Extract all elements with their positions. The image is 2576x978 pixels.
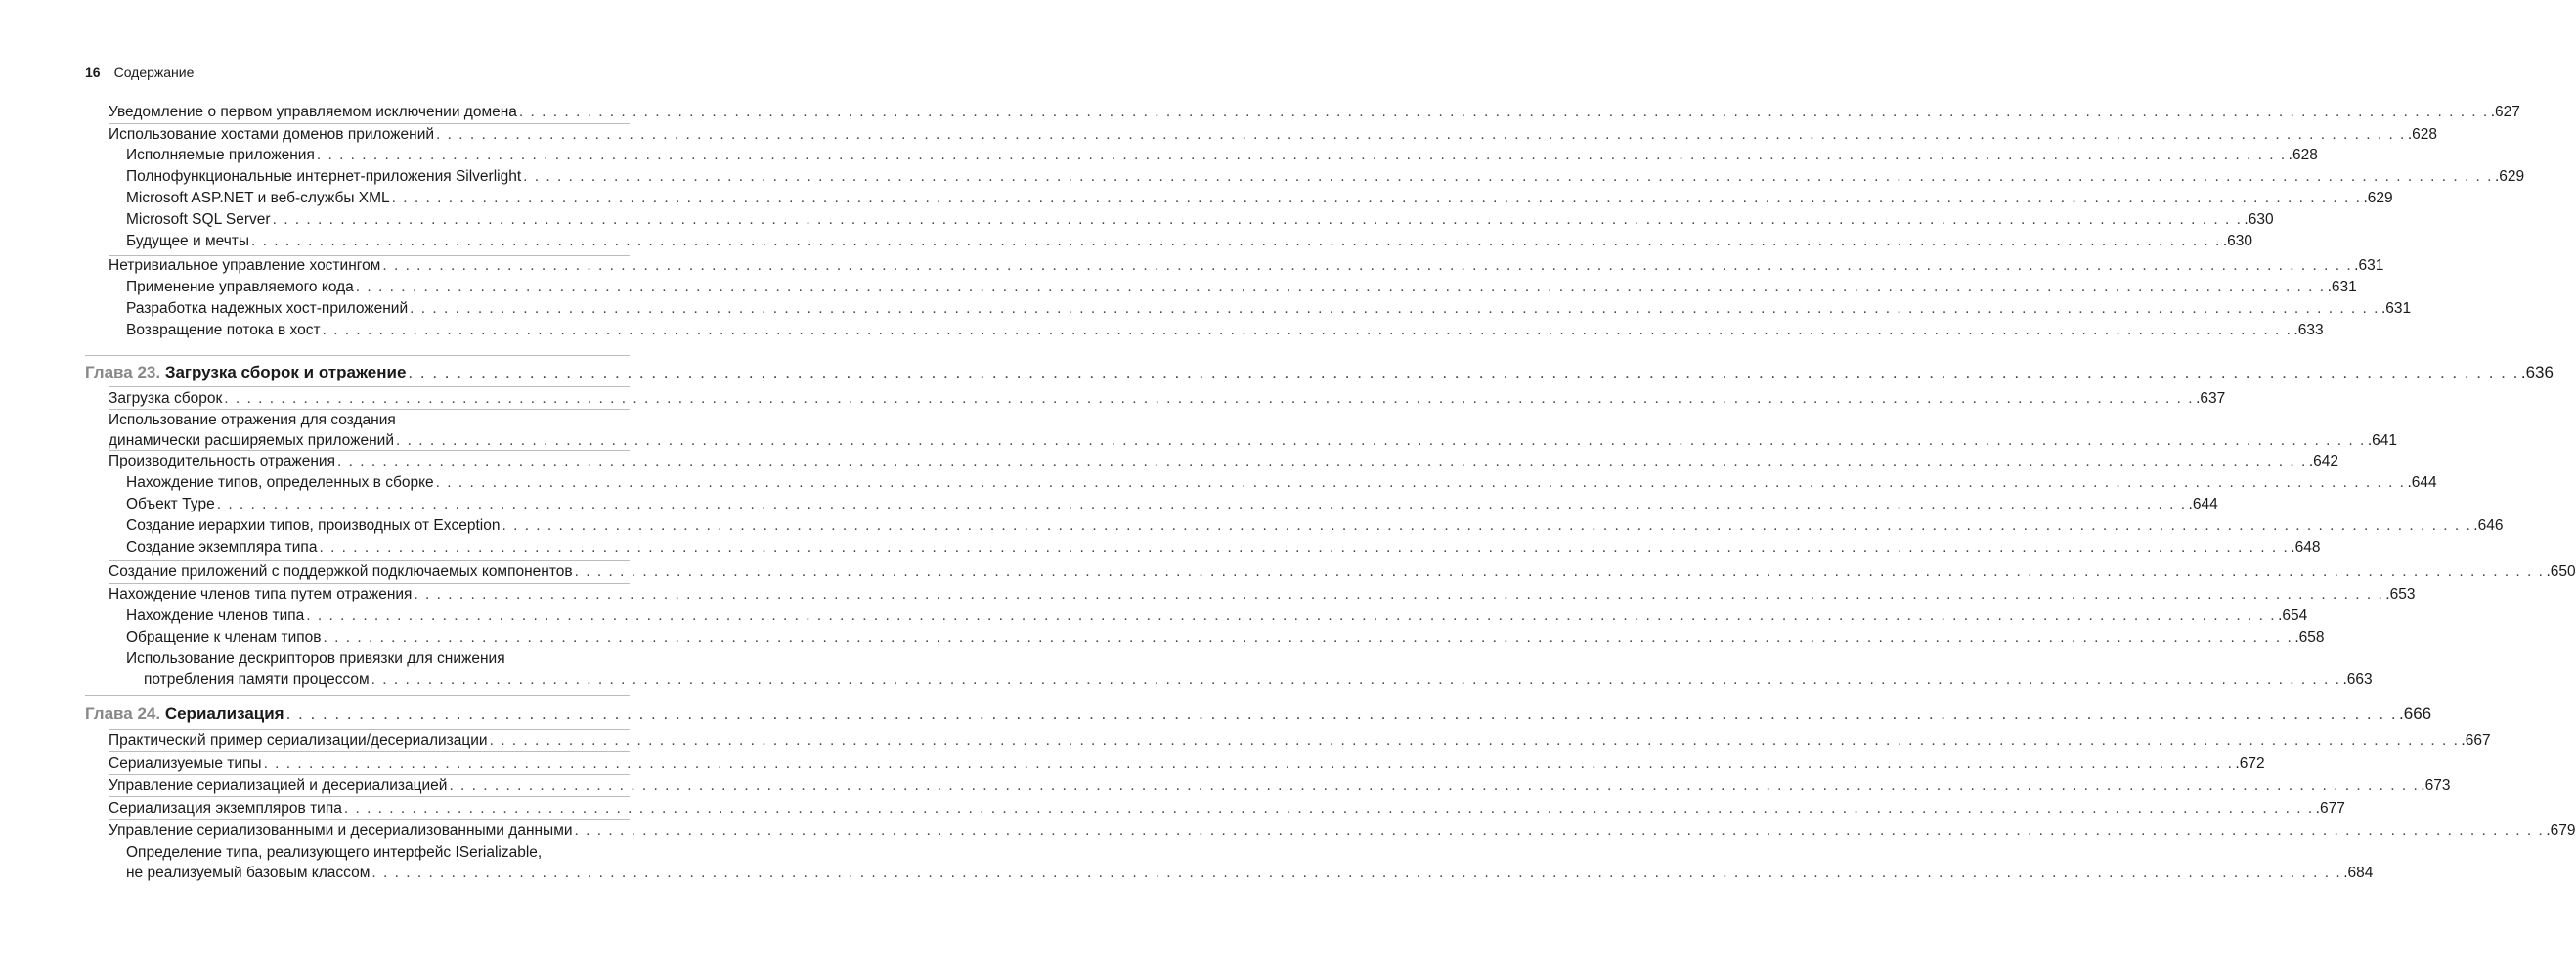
dot-leader — [523, 166, 2493, 187]
dot-leader — [356, 277, 2326, 297]
dot-leader — [371, 669, 2341, 689]
toc-entry-title: Практический пример сериализации/десериализации — [109, 733, 488, 749]
toc-entry-title: потребления памяти процессом — [144, 671, 370, 688]
dot-leader — [392, 188, 2362, 208]
dot-leader — [317, 145, 2287, 165]
chapter-label: Глава 23. — [85, 363, 161, 381]
toc-entry-page: .641 — [2367, 432, 2397, 449]
toc-subentry[interactable] — [0, 145, 2318, 165]
toc-entry-page: .653 — [2385, 586, 2416, 602]
dot-leader — [217, 494, 2187, 514]
toc-chapter[interactable] — [0, 362, 2554, 382]
toc-subentry[interactable] — [0, 605, 2308, 626]
chapter-label: Глава 24. — [85, 704, 161, 723]
toc-entry-title: Исполняемые приложения — [126, 147, 315, 163]
toc-entry-title-line1: Использование дескрипторов привязки для снижения — [126, 650, 505, 667]
toc-entry-page: .684 — [2343, 865, 2374, 881]
toc-entry-page: .679 — [2546, 822, 2576, 839]
dot-leader — [224, 388, 2194, 409]
divider — [109, 386, 630, 387]
divider — [109, 751, 630, 752]
divider — [109, 819, 630, 820]
dot-leader — [502, 515, 2471, 536]
toc-subentry[interactable] — [0, 627, 2325, 647]
toc-entry-title: Разработка надежных хост-приложений — [126, 300, 409, 317]
divider — [85, 355, 630, 356]
toc-chapter[interactable] — [0, 703, 2432, 724]
divider — [109, 729, 630, 730]
dot-leader — [264, 753, 2234, 774]
dot-leader — [575, 561, 2545, 582]
toc-entry[interactable] — [0, 584, 2416, 604]
toc-entry-title: Нахождение членов типа путем отражения — [109, 586, 413, 602]
toc-entry-page: .677 — [2315, 800, 2345, 817]
toc-entry-page: .629 — [2494, 168, 2525, 185]
toc-entry[interactable] — [0, 124, 2438, 145]
toc-subentry[interactable] — [0, 320, 2324, 340]
toc-entry-page: .663 — [2342, 671, 2373, 688]
toc-entry[interactable] — [0, 102, 2520, 122]
toc-entry-page: .628 — [2407, 126, 2438, 143]
chapter-title: Загрузка сборок и отражение — [164, 363, 407, 381]
dot-leader — [306, 605, 2276, 626]
dot-leader — [319, 537, 2289, 557]
dot-leader — [382, 255, 2352, 276]
toc-entry-title-line1: Использование отражения для создания — [109, 412, 396, 428]
toc-entry-page: .646 — [2473, 517, 2504, 534]
dot-leader — [344, 798, 2314, 819]
toc-entry-page: .642 — [2308, 453, 2338, 469]
toc-entry-page: .627 — [2490, 104, 2520, 120]
toc-entry[interactable] — [0, 451, 2338, 471]
toc-entry-title: Сериализуемые типы — [109, 755, 262, 772]
toc-entry-page: .650 — [2546, 563, 2576, 580]
divider — [109, 796, 630, 797]
toc-entry[interactable] — [0, 821, 2576, 841]
toc-entry-title: динамически расширяемых приложений — [109, 432, 394, 449]
toc-entry-title: Нахождение членов типа — [126, 607, 305, 624]
toc-entry-page: .631 — [2354, 257, 2384, 274]
toc-subentry[interactable] — [0, 842, 2374, 883]
toc-entry-page: .644 — [2407, 474, 2437, 491]
dot-leader — [396, 430, 2366, 451]
running-title: Содержание — [113, 65, 195, 80]
dot-leader — [286, 703, 2397, 724]
toc-entry-page: .628 — [2288, 147, 2318, 163]
toc-subentry[interactable] — [0, 231, 2253, 251]
toc-subentry[interactable] — [0, 648, 2373, 689]
dot-leader — [436, 472, 2406, 493]
dot-leader — [575, 821, 2545, 841]
dot-leader — [449, 776, 2419, 796]
dot-leader — [251, 231, 2221, 251]
toc-entry[interactable] — [0, 776, 2451, 796]
toc-entry-title: Производительность отражения — [109, 453, 335, 469]
toc-entry-title: Возвращение потока в хост — [126, 322, 321, 338]
toc-subentry[interactable] — [0, 188, 2393, 208]
divider — [85, 695, 630, 696]
dot-leader — [323, 320, 2292, 340]
toc-subentry[interactable] — [0, 472, 2437, 493]
toc-entry-page: .673 — [2421, 778, 2451, 794]
toc-subentry[interactable] — [0, 166, 2525, 187]
toc-entry-page: .672 — [2235, 755, 2265, 772]
toc-entry[interactable] — [0, 255, 2384, 276]
toc-entry-title: Будущее и мечты — [126, 233, 250, 249]
toc-entry-title: Уведомление о первом управляемом исключении домена — [109, 104, 517, 120]
toc-subentry[interactable] — [0, 209, 2274, 230]
toc-entry[interactable] — [0, 731, 2491, 751]
toc-subentry[interactable] — [0, 515, 2504, 536]
toc-entry-title: Создание иерархии типов, производных от Exception — [126, 517, 501, 534]
dot-leader — [410, 298, 2380, 319]
dot-leader — [337, 451, 2307, 471]
toc-entry-title: Microsoft SQL Server — [126, 211, 271, 228]
toc-entry-page: .629 — [2363, 190, 2393, 206]
toc-entry-title-line1: Определение типа, реализующего интерфейс ISerializable, — [126, 844, 543, 861]
toc-entry-title: Управление сериализованными и десериализованными данными — [109, 822, 573, 839]
toc-entry-title: Создание приложений с поддержкой подключаемых компонентов — [109, 563, 573, 580]
toc-entry-title: Использование хостами доменов приложений — [109, 126, 435, 143]
dot-leader — [519, 102, 2489, 122]
page-header — [85, 63, 194, 82]
toc-entry[interactable] — [0, 561, 2576, 582]
dot-leader — [408, 362, 2518, 382]
toc-subentry[interactable] — [0, 537, 2321, 557]
toc-entry[interactable] — [0, 410, 2397, 451]
toc-entry-title: Объект Type — [126, 496, 215, 512]
toc-entry-title: Загрузка сборок — [109, 390, 223, 407]
page-number: 16 — [85, 65, 101, 80]
toc-entry-page: .636 — [2520, 363, 2554, 381]
toc-entry-title: Microsoft ASP.NET и веб-службы XML — [126, 190, 390, 206]
toc-entry-page: .654 — [2278, 607, 2308, 624]
toc-entry-page: .631 — [2380, 300, 2412, 317]
toc-entry-page: .630 — [2222, 233, 2253, 249]
toc-entry-page: .644 — [2188, 496, 2218, 512]
toc-entry-title: Нахождение типов, определенных в сборке — [126, 474, 434, 491]
dot-leader — [414, 584, 2383, 604]
toc-entry-page: .658 — [2294, 629, 2325, 645]
toc-entry-title: Применение управляемого кода — [126, 279, 354, 295]
toc-entry[interactable] — [0, 388, 2226, 409]
toc-entry-title: не реализуемый базовым классом — [126, 865, 371, 881]
dot-leader — [490, 731, 2460, 751]
toc-entry[interactable] — [0, 798, 2345, 819]
toc-entry-page: .637 — [2196, 390, 2226, 407]
toc-entry[interactable] — [0, 753, 2265, 774]
toc-entry-title: Управление сериализацией и десериализацией — [109, 778, 448, 794]
toc-entry-title: Обращение к членам типов — [126, 629, 322, 645]
chapter-title: Сериализация — [164, 704, 284, 723]
toc-entry-page: .631 — [2327, 279, 2357, 295]
dot-leader — [436, 124, 2406, 145]
toc-entry-page: .633 — [2293, 322, 2324, 338]
toc-entry-title: Нетривиальное управление хостингом — [109, 257, 381, 274]
toc-entry-title: Сериализация экземпляров типа — [109, 800, 342, 817]
dot-leader — [324, 627, 2293, 647]
toc-subentry[interactable] — [0, 277, 2357, 297]
toc-subentry[interactable] — [0, 298, 2412, 319]
toc-entry-page: .630 — [2244, 211, 2274, 228]
toc-entry-page: .666 — [2399, 704, 2432, 723]
toc-entry-title: Полнофункциональные интернет-приложения Silverlight — [126, 168, 522, 185]
divider — [109, 774, 630, 775]
toc-subentry[interactable] — [0, 494, 2218, 514]
toc-entry-title: Создание экземпляра типа — [126, 539, 318, 556]
toc-entry-page: .648 — [2291, 539, 2321, 556]
dot-leader — [273, 209, 2243, 230]
toc-entry-page: .667 — [2461, 733, 2491, 749]
dot-leader — [371, 863, 2341, 883]
